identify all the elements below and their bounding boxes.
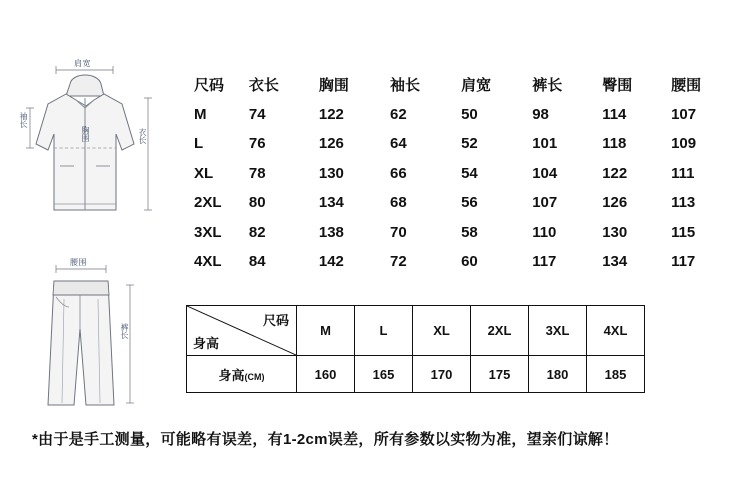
header-corner-cell	[187, 306, 297, 356]
cell-shoulder-width: 58	[461, 223, 478, 241]
height-table-size: 2XL	[471, 306, 529, 356]
height-table-size: 4XL	[587, 306, 645, 356]
cell-garment-length: 80	[248, 194, 266, 212]
height-table-size: L	[355, 306, 413, 356]
cell-hip: 126	[602, 194, 628, 212]
cell-hip: 118	[602, 135, 627, 153]
height-value: 185	[587, 356, 645, 393]
height-table-header-row	[187, 306, 645, 356]
table-row	[180, 247, 740, 277]
table-row	[180, 159, 740, 189]
height-value: 160	[297, 356, 355, 393]
cell-pants-length: 110	[532, 223, 557, 241]
height-value: 180	[529, 356, 587, 393]
cell-waist: 113	[671, 194, 696, 212]
cell-waist: 115	[671, 223, 696, 241]
cell-size: M	[194, 105, 207, 123]
label-shoulder-width: 肩宽	[74, 59, 91, 68]
measurement-disclaimer: *由于是手工测量，可能略有误差，有1-2cm误差，所有参数以实物为准，望亲们谅解！	[32, 431, 619, 448]
cell-garment-length: 78	[248, 164, 266, 182]
cell-sleeve-length: 66	[389, 164, 407, 182]
cell-sleeve-length: 62	[389, 105, 407, 123]
size-measurement-table	[180, 70, 740, 277]
garment-illustrations	[0, 0, 180, 430]
cell-size: 2XL	[194, 194, 222, 212]
height-row-label	[187, 356, 297, 393]
header-garment-length: 衣长	[248, 77, 279, 95]
height-value: 165	[355, 356, 413, 393]
table-row	[180, 218, 740, 248]
cell-size: 4XL	[194, 253, 222, 271]
cell-hip: 122	[602, 164, 628, 182]
cell-sleeve-length: 68	[389, 194, 407, 212]
header-chest: 胸围	[318, 77, 349, 95]
height-size-table	[186, 305, 645, 393]
jacket-drawing	[8, 48, 173, 238]
cell-size: XL	[194, 164, 214, 182]
cell-waist: 117	[671, 253, 696, 271]
label-chest: 胸围	[81, 126, 90, 142]
cell-garment-length: 74	[248, 105, 266, 123]
label-sleeve-length: 袖长	[19, 112, 28, 128]
height-row-label-text: 身高	[218, 367, 245, 383]
cell-pants-length: 101	[532, 135, 558, 153]
cell-shoulder-width: 56	[461, 194, 478, 212]
cell-chest: 130	[318, 164, 344, 182]
cell-sleeve-length: 70	[389, 223, 407, 241]
cell-sleeve-length: 72	[389, 253, 407, 271]
table-row	[180, 188, 740, 218]
cell-garment-length: 82	[248, 223, 266, 241]
cell-pants-length: 107	[532, 194, 558, 212]
header-size: 尺码	[194, 77, 225, 95]
corner-height-label: 身高	[193, 336, 220, 351]
cell-hip: 114	[602, 105, 627, 123]
table-row	[180, 129, 740, 159]
cell-shoulder-width: 50	[461, 105, 478, 123]
cell-pants-length: 117	[532, 253, 557, 271]
cell-waist: 107	[671, 105, 697, 123]
cell-chest: 126	[318, 135, 344, 153]
header-shoulder-width: 肩宽	[461, 77, 492, 95]
height-value: 175	[471, 356, 529, 393]
cell-garment-length: 76	[248, 135, 266, 153]
height-table-size: M	[297, 306, 355, 356]
cell-shoulder-width: 52	[461, 135, 478, 153]
cell-size: L	[194, 135, 204, 153]
cell-chest: 142	[318, 253, 344, 271]
cell-waist: 109	[671, 135, 697, 153]
pants-illustration	[22, 255, 162, 415]
label-garment-length: 衣长	[138, 128, 147, 144]
cell-chest: 122	[318, 105, 344, 123]
cell-shoulder-width: 54	[461, 164, 478, 182]
height-table-value-row	[187, 356, 645, 393]
cell-pants-length: 98	[532, 105, 549, 123]
cell-pants-length: 104	[532, 164, 558, 182]
header-waist: 腰围	[671, 77, 702, 95]
cell-chest: 138	[318, 223, 344, 241]
cell-hip: 134	[602, 253, 628, 271]
table-header-row	[180, 70, 740, 100]
corner-size-label: 尺码	[262, 313, 289, 328]
height-value: 170	[413, 356, 471, 393]
jacket-illustration	[8, 48, 173, 238]
table-row	[180, 100, 740, 130]
height-table-size: 3XL	[529, 306, 587, 356]
cell-sleeve-length: 64	[389, 135, 407, 153]
label-pants-length: 裤长	[120, 323, 129, 339]
cell-chest: 134	[318, 194, 344, 212]
height-table-size: XL	[413, 306, 471, 356]
label-waist: 腰围	[70, 258, 87, 267]
cell-shoulder-width: 60	[461, 253, 478, 271]
header-hip: 臀围	[602, 77, 633, 95]
cell-size: 3XL	[194, 223, 222, 241]
cell-garment-length: 84	[248, 253, 266, 271]
header-sleeve-length: 袖长	[389, 77, 420, 95]
height-row-label-unit: (CM)	[244, 371, 265, 382]
header-pants-length: 裤长	[532, 77, 563, 95]
pants-drawing	[22, 255, 162, 415]
cell-hip: 130	[602, 223, 628, 241]
cell-waist: 111	[671, 164, 695, 182]
